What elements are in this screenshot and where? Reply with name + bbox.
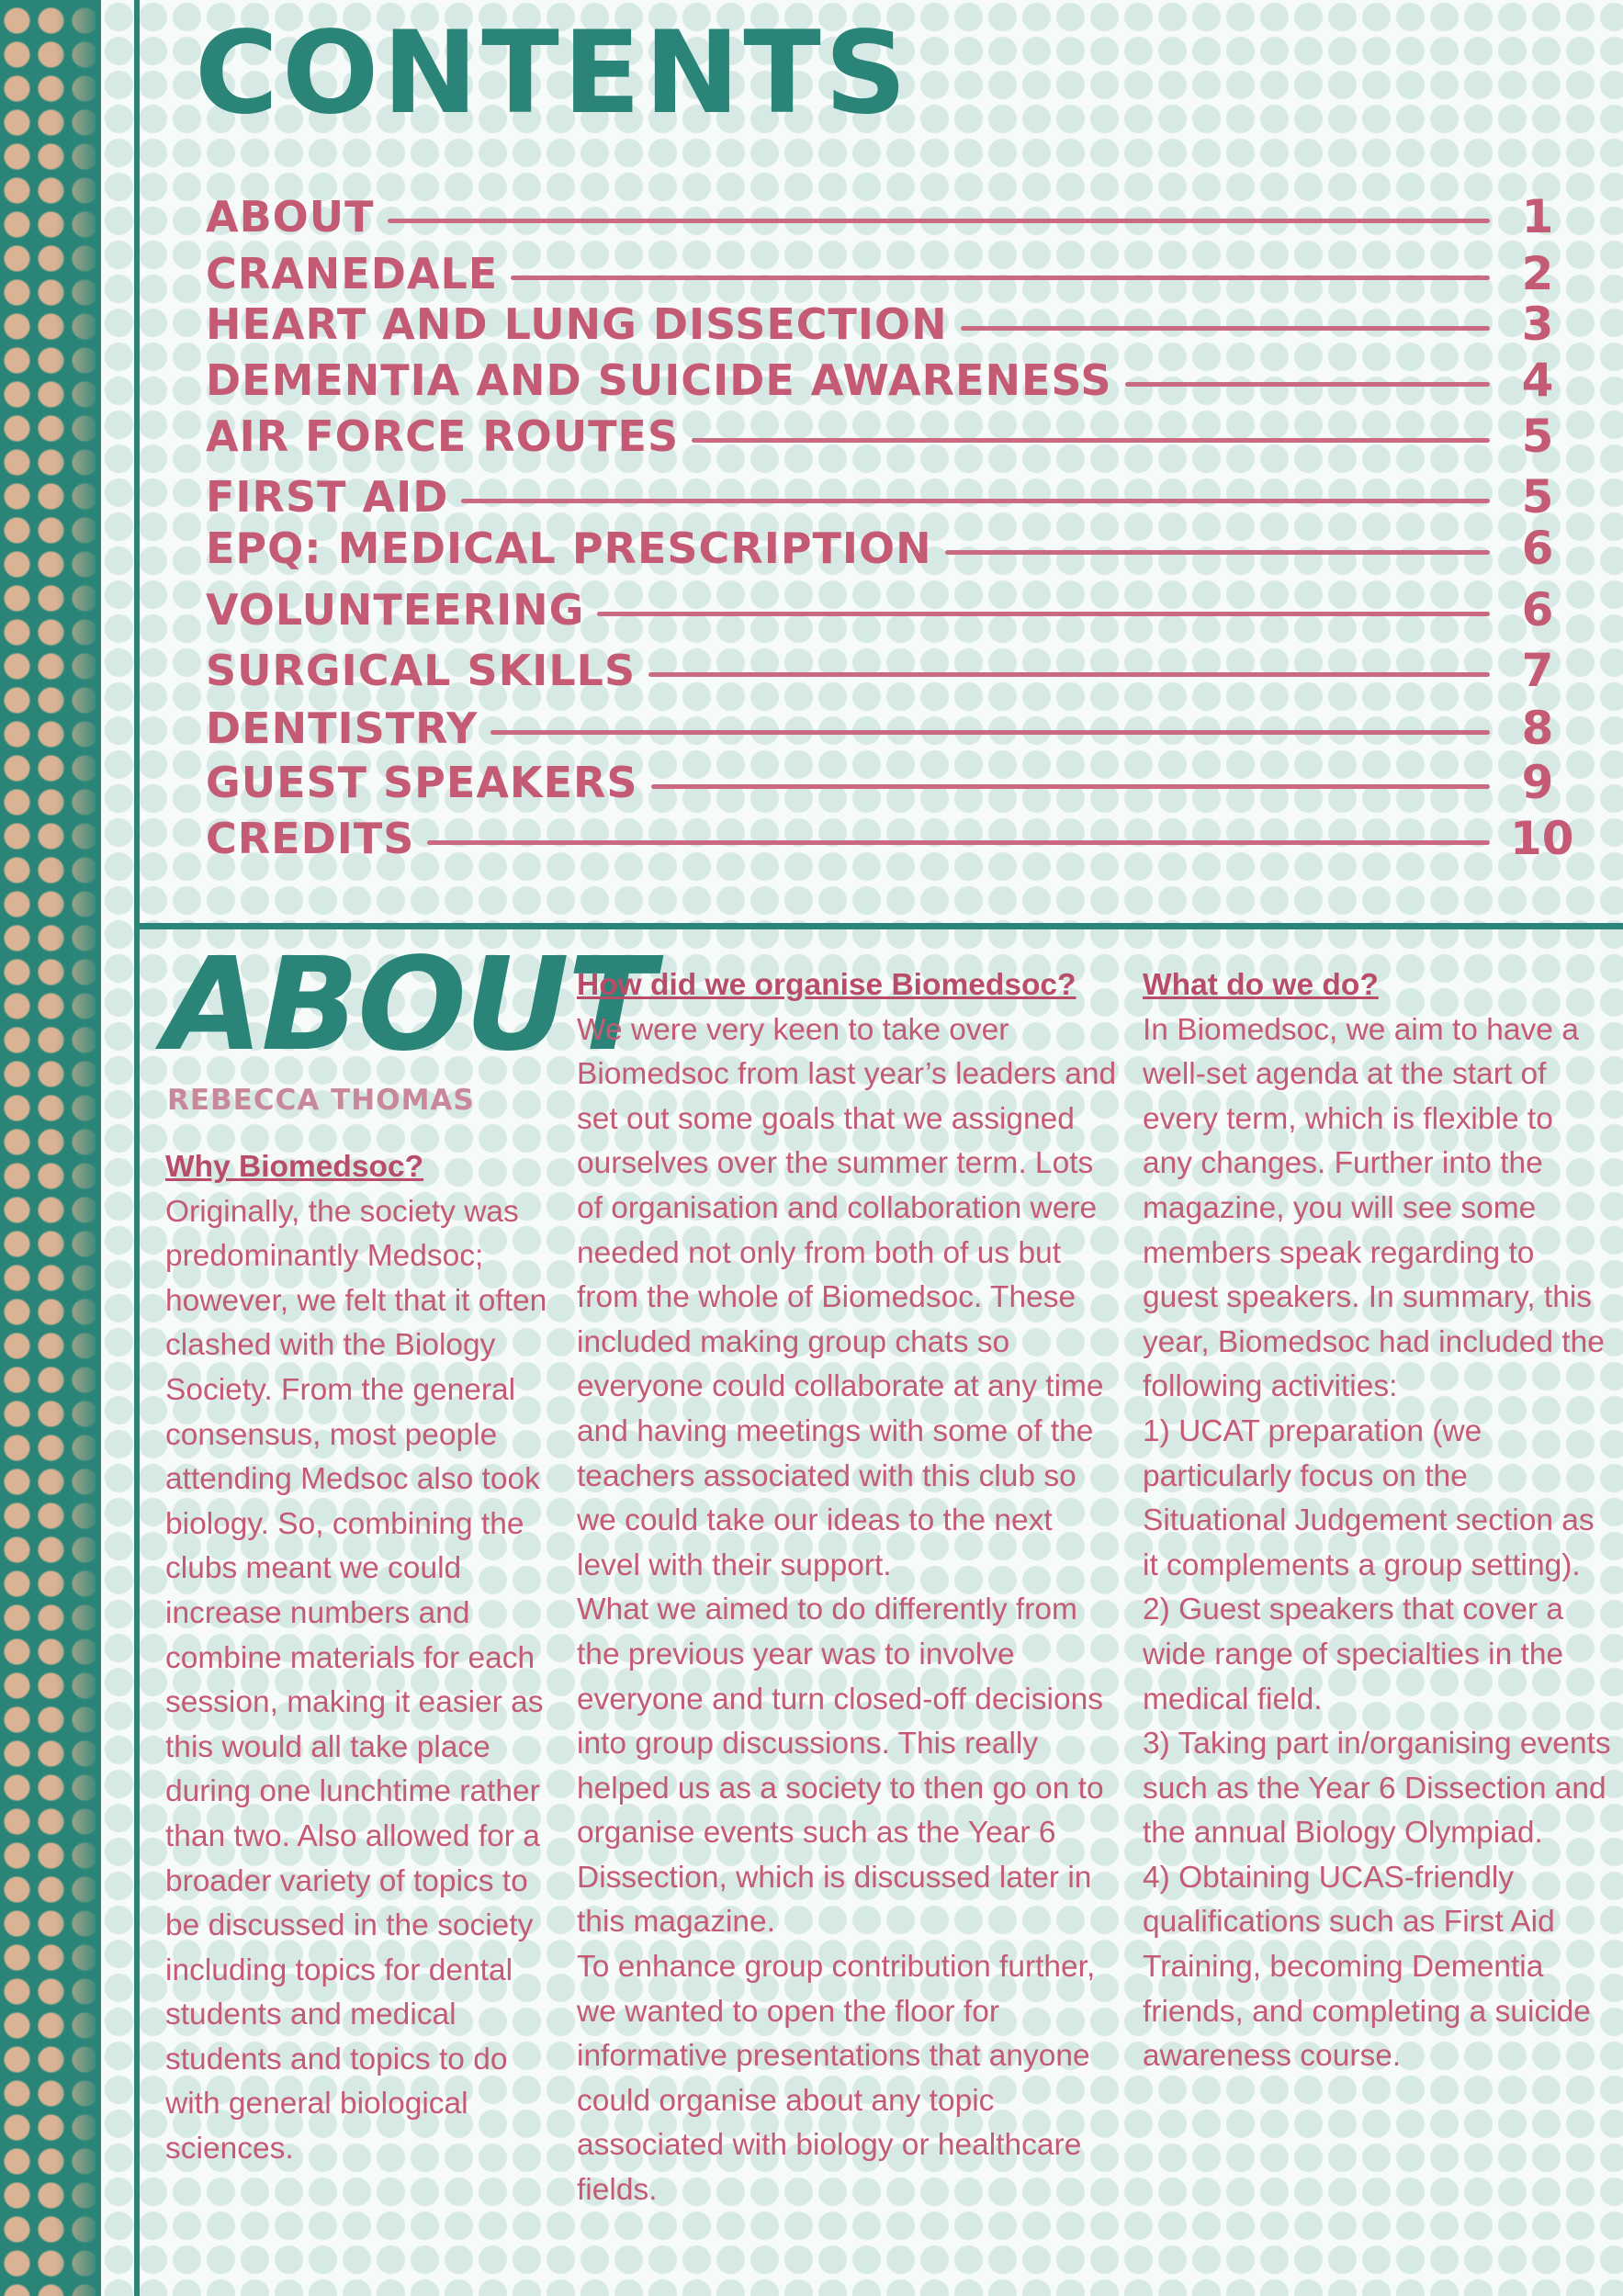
activity-item: 2) Guest speakers that cover a wide range of specialties in the medical field.	[1143, 1593, 1564, 1716]
toc-entry-air-force-routes[interactable]	[206, 409, 1565, 464]
toc-page-number: 5	[1521, 410, 1554, 463]
toc-page-number: 5	[1521, 470, 1554, 523]
toc-entry-label: DENTISTRY	[206, 703, 479, 753]
toc-entry-label: FIRST AID	[206, 472, 449, 522]
toc-page-number: 1	[1521, 190, 1554, 243]
leader-line	[461, 499, 1490, 503]
toc-entry-label: HEART AND LUNG DISSECTION	[206, 299, 948, 349]
leader-line	[597, 612, 1490, 616]
toc-entry-guest-speakers[interactable]	[206, 755, 1565, 810]
toc-entry-label: VOLUNTEERING	[206, 585, 585, 635]
toc-entry-about[interactable]	[206, 189, 1565, 244]
toc-entry-volunteering[interactable]	[206, 582, 1565, 637]
toc-entry-dementia-and-suicide-awareness[interactable]	[206, 353, 1565, 408]
body-paragraph: In Biomedsoc, we aim to have a well-set agenda at the start of every term, which is flexible to any changes. Further into the magazine, you will see some members speak regarding to guest speakers. In summary, this year, Biomedsoc had included the following activities:	[1143, 1012, 1605, 1404]
contents-list	[0, 0, 1623, 882]
body-paragraph: To enhance group contribution further, we wanted to open the floor for informative presentations that anyone could organise about any topic associated with biology or healthcare fields.	[577, 1950, 1096, 2208]
toc-entry-label: CRANEDALE	[206, 249, 499, 298]
about-column-how	[577, 963, 1119, 2213]
leader-line	[692, 438, 1490, 443]
toc-entry-first-aid[interactable]	[206, 469, 1565, 524]
toc-page-number: 6	[1521, 522, 1554, 575]
body-paragraph: We were very keen to take over Biomedsoc from last year’s leaders and set out some goals that we assigned ourselves over the summer term. Lots of organisation and collaboration were needed not only from both of us but from the whole of Biomedsoc. These included making group chats so everyone could collaborate at any time and having meetings with some of the teachers associated with this club so we could take our ideas to the next level with their support.	[577, 1012, 1117, 1582]
body-paragraph: Originally, the society was predominantly Medsoc; however, we felt that it often clashed with the Biology Society. From the general consensus, most people attending Medsoc also took biology. So, combining the clubs meant we could increase numbers and combine materials for each session, making it easier as this would all take place during one lunchtime rather than two. Also allowed for a broader variety of topics to be discussed in the society including topics for dental students and medical students and topics to do with general biological sciences.	[165, 1194, 547, 2167]
contents-title: CONTENTS	[195, 7, 911, 140]
toc-page-number: 4	[1521, 354, 1554, 407]
leader-line	[490, 730, 1490, 735]
toc-entry-surgical-skills[interactable]	[206, 643, 1565, 698]
toc-entry-label: SURGICAL SKILLS	[206, 646, 637, 695]
about-column-why	[165, 1145, 551, 2172]
toc-page-number: 10	[1510, 812, 1574, 865]
leader-line	[388, 219, 1491, 223]
toc-page-number: 3	[1521, 298, 1554, 351]
toc-page-number: 6	[1521, 583, 1554, 636]
toc-entry-epq-medical-prescription[interactable]	[206, 521, 1565, 576]
toc-entry-credits[interactable]	[206, 811, 1574, 866]
about-title: ABOUT	[163, 930, 654, 1080]
about-column-what	[1143, 963, 1611, 2079]
section-divider	[134, 923, 1623, 929]
leader-line	[511, 276, 1490, 280]
leader-line	[945, 550, 1490, 555]
section-heading: What do we do?	[1143, 968, 1379, 1002]
toc-page-number: 8	[1521, 702, 1554, 755]
toc-entry-cranedale[interactable]	[206, 246, 1565, 301]
toc-page-number: 2	[1521, 247, 1554, 300]
toc-entry-label: ABOUT	[206, 192, 375, 242]
leader-line	[427, 840, 1490, 845]
toc-entry-heart-and-lung-dissection[interactable]	[206, 297, 1565, 352]
leader-line	[961, 326, 1490, 331]
section-heading: How did we organise Biomedsoc?	[577, 968, 1076, 1002]
leader-line	[648, 672, 1490, 677]
toc-entry-dentistry[interactable]	[206, 701, 1565, 756]
body-paragraph: What we aimed to do differently from the previous year was to involve everyone and turn closed-off decisions into group discussions. This really helped us as a society to then go on to organise events such as the Year 6 Dissection, which is discussed later in this magazine.	[577, 1593, 1104, 1940]
toc-entry-label: AIR FORCE ROUTES	[206, 411, 680, 461]
toc-entry-label: DEMENTIA AND SUICIDE AWARENESS	[206, 355, 1112, 405]
toc-entry-label: EPQ: MEDICAL PRESCRIPTION	[206, 523, 932, 573]
author-byline: REBECCA THOMAS	[167, 1084, 475, 1117]
section-heading: Why Biomedsoc?	[165, 1150, 424, 1184]
leader-line	[651, 784, 1490, 789]
activity-item: 3) Taking part in/organising events such as the Year 6 Dissection and the annual Biology Olympiad.	[1143, 1727, 1611, 1851]
toc-page-number: 9	[1521, 756, 1554, 809]
toc-entry-label: GUEST SPEAKERS	[206, 758, 638, 807]
toc-page-number: 7	[1521, 644, 1554, 697]
activity-item: 1) UCAT preparation (we particularly focus on the Situational Judgement section as it complements a group setting).	[1143, 1413, 1595, 1582]
leader-line	[1125, 382, 1490, 387]
toc-entry-label: CREDITS	[206, 814, 415, 863]
activity-item: 4) Obtaining UCAS-friendly qualifications such as First Aid Training, becoming Dementia friends, and completing a suicide awareness course.	[1143, 1860, 1591, 2074]
